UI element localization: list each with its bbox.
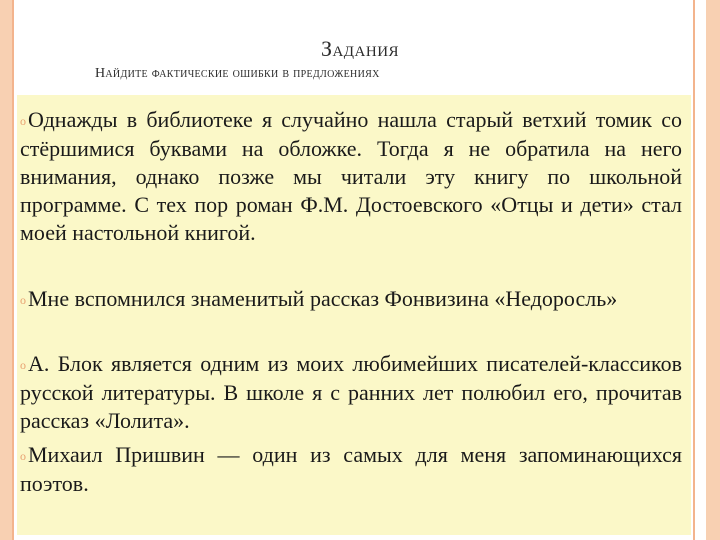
slide-title-text: Задания: [320, 36, 400, 61]
task-item-3: [20, 350, 682, 435]
task-item-text: Мне вспомнился знаменитый рассказ Фонвизина «Недоросль»: [28, 286, 618, 311]
task-item-text: Однажды в библиотеке я случайно нашла старый ветхий томик со стёршимися буквами на обложке. Тогда я не обратила на него внимания, однако позже мы читали эту книгу по школьной программе. С тех пор роман Ф.М. Достоевского «Отцы и дети» стал моей настольной книгой.: [20, 107, 682, 245]
slide-title: [0, 36, 720, 62]
left-frame-line: [12, 0, 14, 540]
slide-subtitle-text: Найдите фактические ошибки в предложениях: [95, 66, 380, 81]
task-item-4: [20, 441, 682, 498]
task-item-text: Михаил Пришвин — один из самых для меня запоминающихся поэтов.: [20, 442, 682, 496]
task-item-1: [20, 106, 682, 247]
bullet-icon: o: [20, 358, 26, 372]
bullet-icon: o: [20, 114, 26, 128]
right-frame-line: [693, 0, 695, 540]
task-item-text: А. Блок является одним из моих любимейших писателей-классиков русской литературы. В школе я с ранних лет полюбил его, прочитав рассказ «Лолита».: [20, 351, 682, 433]
slide-subtitle: [95, 66, 380, 82]
task-item-2: [20, 285, 682, 314]
right-frame-border: [706, 0, 720, 540]
bullet-icon: o: [20, 293, 26, 307]
bullet-icon: o: [20, 449, 26, 463]
